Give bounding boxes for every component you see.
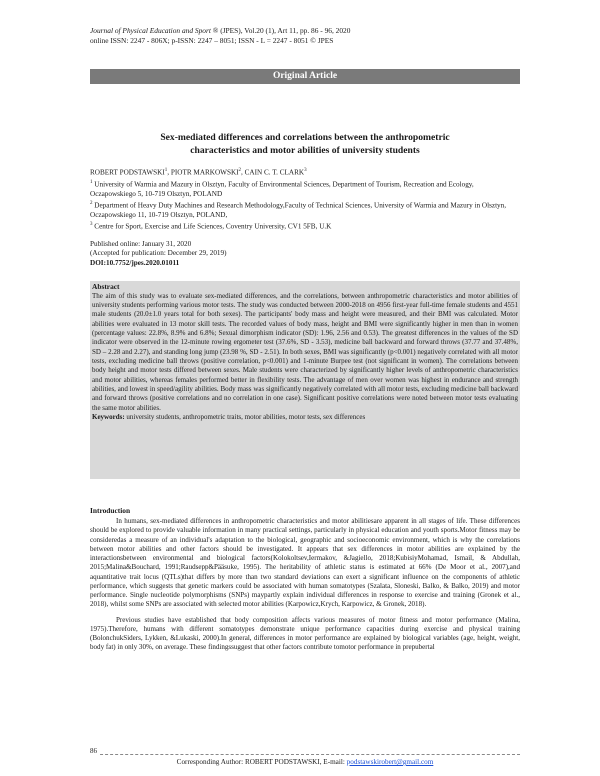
author-label: Corresponding Author: ROBERT PODSTAWSKI, E-mail:	[176, 758, 347, 766]
intro-paragraph-2: Previous studies have established that body composition affects various measures of motor fitness and motor performance (Malina, 1975).Therefore, humans with different somatotypes demonstrate unique performance capacities during exercise and physical training (BolonchukSiders, Lykken, &Lukaski, 2000).In general, differences in motor performance are explained by biological variables (age, height, weight, body fat) in only 30%, on average. These findingssuggest that other factors contribute tomotor performance in prepubertal	[90, 615, 520, 652]
author-block	[90, 166, 520, 232]
journal-volume: ® (JPES), Vol.20 (1), Art 11, pp. 86 - 96, 2020	[210, 26, 351, 35]
keywords	[90, 413, 520, 422]
aff-2-text: Department of Heavy Duty Machines and Research Methodology,Faculty of Technical Sciences, University of Warmia and Mazury in Olsztyn, Oczapowskiego 11, 10-719 Olsztyn, POLAND,	[90, 201, 507, 219]
abstract-box	[90, 281, 520, 479]
introduction-heading: Introduction	[90, 506, 131, 515]
accepted-date: (Accepted for publication: December 29, 2019)	[90, 249, 227, 258]
aff-3-sup: 3	[90, 222, 93, 228]
footer-divider	[90, 754, 520, 755]
corresponding-author	[90, 758, 520, 766]
title-line-1: Sex-mediated differences and correlations between the anthropometric	[160, 132, 450, 143]
author-2: , PIOTR MARKOWSKI	[167, 168, 239, 177]
title-line-2: characteristics and motor abilities of university students	[190, 145, 420, 156]
author-1: ROBERT PODSTAWSKI	[90, 168, 165, 177]
aff-2-sup: 2	[90, 201, 93, 206]
aff-1-sup: 1	[90, 179, 93, 185]
journal-name: Journal of Physical Education and Sport	[90, 26, 211, 35]
issn-line: online ISSN: 2247 - 806X; p-ISSN: 2247 – 8051; ISSN - L = 2247 - 8051 © JPES	[90, 36, 334, 45]
aff-3-text: Centre for Sport, Exercise and Life Sciences, Coventry University, CV1 5FB, U.K	[92, 222, 332, 231]
author-3-sup: 3	[304, 168, 307, 173]
affiliation-2	[90, 199, 520, 220]
doi[interactable]: DOI:10.7752/jpes.2020.01011	[90, 258, 180, 267]
keywords-label: Keywords:	[92, 412, 125, 421]
introduction-body	[90, 517, 520, 653]
keywords-text: university students, anthropometric traits, motor abilities, motor tests, sex differences	[124, 412, 366, 421]
journal-header	[90, 26, 520, 46]
abstract-text: The aim of this study was to evaluate sex-mediated differences, and the correlations, between anthropometric characteristics and motor abilities of university students performing various motor tests. The study was conducted between 2000-2018 on 4956 first-year full-time female students and 4551 male students (20.0±1.0 years total for both sexes). The participants' body mass and height were measured, and their BMI was calculated. Motor abilities were evaluated in 13 motor skill tests. The recorded values of body mass, height and BMI were significantly higher in men than in women (percentage values: 22.8%, 8.9% and 6.8%; Sexual dimorphism indicator (SD): 1.96, 2.56 and 0.53). The greatest differences in the values of the SD indicator were observed in the 12-minute rowing ergometer test (37.6%, SD - 3.53), medicine ball backward and forward throws (37.77 and 37.48%, SD – 2.28 and 2.27), and standing long jump (23.98 %, SD - 2.51). In both sexes, BMI was significantly (p<0.001) negatively correlated with all motor tests, excluding medicine ball throws (positive correlation, p<0.001) and 1-minute Burpee test (not significant in women). The correlations between body height and motor tests differed between sexes. Male students were characterized by significantly higher levels of anthropometric characteristics and motor abilities, whereas females performed better in flexibility tests. The advantage of men over women was highest in endurance and strength abilities, and lowest in speed/agility abilities. Body mass was significantly negatively correlated with all motor tests, excluding medicine ball backward and forward throws (positive correlations and no correlation in one case). Significant positive correlations were noted between motor tests evaluating the same motor abilities.	[92, 291, 518, 412]
affiliation-1	[90, 178, 520, 199]
publication-info	[90, 240, 520, 268]
author-3: , CAIN C. T. CLARK	[241, 168, 305, 177]
article-type-banner: Original Article	[90, 69, 520, 84]
abstract-heading: Abstract	[92, 282, 120, 291]
affiliation-3	[90, 220, 520, 232]
email-link[interactable]: podstawskirobert@gmail.com	[346, 758, 434, 766]
author-1-sup: 1	[164, 168, 168, 173]
page-number: 86	[90, 747, 97, 755]
published-date: Published online: January 31, 2020	[90, 240, 192, 248]
intro-paragraph-1: In humans, sex-mediated differences in anthropometric characteristics and motor abilitiesare apparent in all stages of life. These differences should be explored to provide valuable information in many practical settings, particularly in physical education and youth sports.Motor fitness may be consideredas a measure of an individual's adaptation to the biological, geographic and socioeconomic environment, which is why the correlations between motor abilities and other factors should be investigated. It appears that sex differences in motor abilities are explained by the interactionsbetween environmental and biological factors(Kolokoltsev,Iermakov, &Jagiello, 2018;KubisiyMohamad, Ismail, & Abdullah, 2015;Malina&Bouchard, 1991;Raudsepp&Pääsuke, 1995). The heritability of athletic status is estimated at 66% (De Moor et al., 2007),and aquantitative trait locus (QTLs)that differs by more than two standard deviations can exert a significant influence on the components of athletic performance, which suggests that genetic markers could be associated with human somatotypes (Szalata, Sloneski, Balko, & Balko, 2019) and motor performance. Single nucleotide polymorphisms (SNPs) maypartly explain individual differences in response to exercise and training (Gronek et al., 2018), whilst some SNPs are associated with selected motor abilities (Karpowicz,Krych, Karpowicz, & Gronek, 2018).	[90, 517, 520, 609]
paper-title	[90, 131, 520, 157]
author-2-sup: 2	[238, 168, 242, 173]
author-names	[90, 166, 520, 178]
aff-1-text: University of Warmia and Mazury in Olsztyn, Faculty of Environmental Sciences, Department of Tourism, Recreation and Ecology, Oczapowskiego 5, 10-719 Olsztyn, POLAND	[90, 180, 474, 198]
